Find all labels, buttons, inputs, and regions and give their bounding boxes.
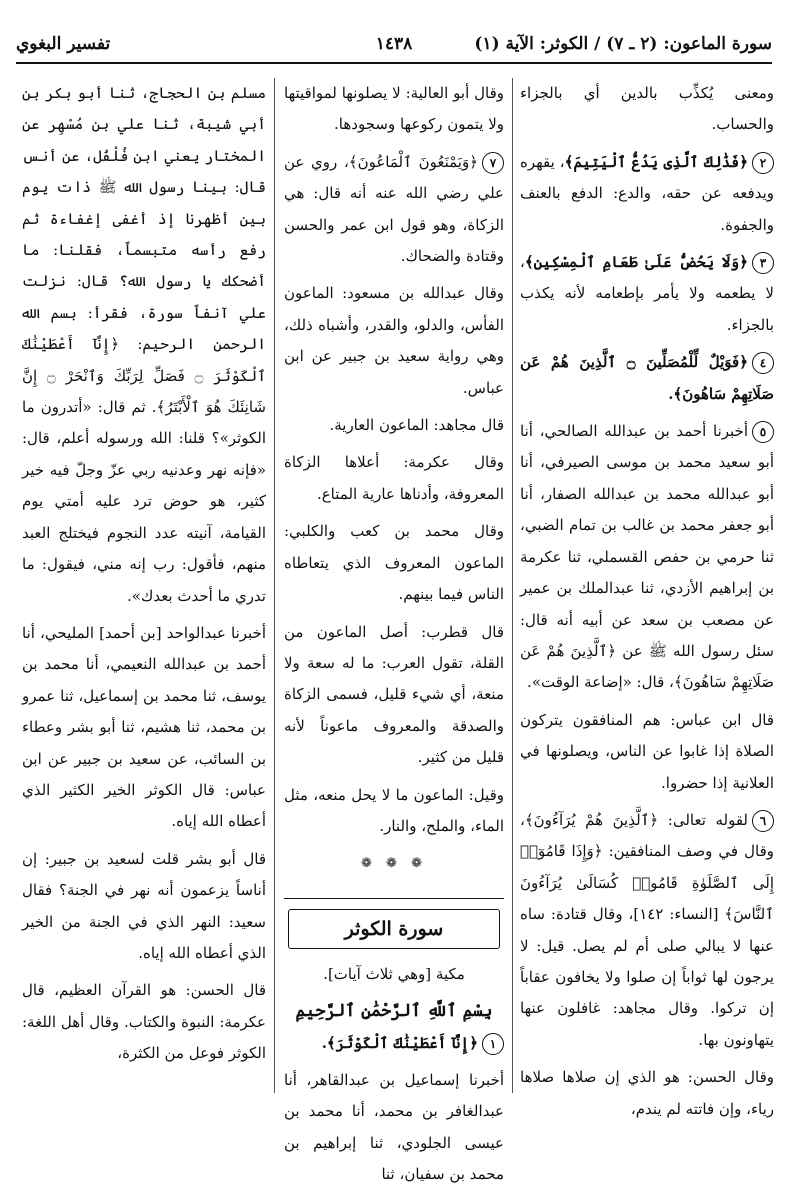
verse-number-badge: ٦ — [752, 810, 774, 832]
verse-number-badge: ٢ — [752, 152, 774, 174]
paragraph: قال قطرب: أصل الماعون من القلة، تقول العرب: ما له سعة ولا منعة، أي شيء قليل، فسمى الزكاة والصدقة والمعروف ماعوناً لأنه قليل من كثير. — [284, 622, 504, 767]
verse-number-badge: ١ — [482, 1033, 504, 1055]
verse-paragraph — [520, 805, 774, 1056]
verse-paragraph — [284, 147, 504, 273]
basmala: بِسْمِ ٱللَّهِ ٱلرَّحْمَٰنِ ٱلرَّحِيمِ — [295, 1001, 493, 1022]
book-title: تفسير البغوي — [16, 34, 111, 54]
section-ornament: ❁ ❁ ❁ — [361, 856, 427, 872]
paragraph: قال ابن عباس: هم المنافقون يتركون الصلاة إذا غابوا عن الناس، ويصلونها في العلانية إذا حضروا. — [520, 710, 774, 792]
header-rule — [16, 62, 772, 64]
column-divider — [274, 78, 275, 1093]
paragraph: وقال عكرمة: أعلاها الزكاة المعروفة، وأدناها عارية المتاع. — [284, 453, 504, 503]
commentary-text: لقوله تعالى: ﴿ٱلَّذِينَ هُمْ يُرَآءُونَ﴾، وقال في وصف المنافقين: ﴿وَإِذَا قَامُوٓا۟ إِلَى ٱلصَّلَوٰةِ قَامُوا۟ كُسَالَىٰ يُرَآءُونَ ٱلنَّاسَ﴾ [النساء: ١٤٢]، وقال قتادة: ساه عنها لا يبالي صلى أم لم يصل. قيل: لا يرجون لها ثواباً إن صلوا ولا يخافون عقاباً إن تركوا. وقال مجاهد: غافلون عنها يتهاونون بها. — [520, 810, 774, 1049]
commentary-text: ، يقهره ويدفعه عن حقه، والدع: الدفع بالعنف والجفوة. — [520, 152, 774, 234]
paragraph: مسلم بن الحجاج، ثنا أبو بكر بن أبي شيبة، ثنا علي بن مُسْهِر عن المختار يعني ابن فُلْفُل، عن أنس قال: بينا رسول الله ﷺ ذات يوم بين أظهرنا إذ أغفى إغفاءة ثم رفع رأسه متبسماً، فقلنا: ما أضحكك يا رسول الله؟ قال: نزلت علي آنفاً سورة، فقرأ: بسم الله الرحمن الرحيم: ﴿إِنَّآ أَعْطَيْنَٰكَ ٱلْكَوْثَرَ ۝ فَصَلِّ لِرَبِّكَ وَٱنْحَرْ ۝ إِنَّ شَانِئَكَ هُوَ ٱلْأَبْتَرُ﴾. ثم قال: «أتدرون ما الكوثر»؟ قلنا: الله ورسوله أعلم، قال: «فإنه نهر وعدنيه ربي عزّ وجلّ فيه خير كثير، هو حوض ترد عليه أمتي يوم القيامة، آنيته عدد النجوم فيختلج العبد منهم، فأقول: رب إنه مني، فيقول: ما تدري ما أحدث بعدك». — [22, 84, 266, 605]
verse-paragraph — [520, 147, 774, 241]
paragraph: وقال عبدالله بن مسعود: الماعون الفأس، والدلو، والقدر، وأشباه ذلك، وهي رواية سعيد بن جبير عن ابن عباس. — [284, 284, 504, 397]
quran-text: ﴿فَوَيْلٌ لِّلْمُصَلِّينَ ۝ ٱلَّذِينَ هُمْ عَن صَلَاتِهِمْ سَاهُونَ﴾. — [520, 353, 774, 403]
column-divider — [512, 78, 513, 1093]
commentary-text: ، لا يطعمه ولا يأمر بإطعامه لأنه يكذب بالجزاء. — [520, 253, 774, 334]
paragraph: وقيل: الماعون ما لا يحل منعه، مثل الماء، والملح، والنار. — [284, 785, 504, 835]
verse-number-badge: ٣ — [752, 252, 774, 274]
verse-number-badge: ٤ — [752, 352, 774, 374]
commentary-text: أخبرنا أحمد بن عبدالله الصالحي، أنا أبو سعيد محمد بن موسى الصيرفي، أنا أبو عبدالله محمد بن عبدالله الصفار، أنا أبو جعفر محمد بن غالب بن تمام الضبي، ثنا حرمي بن حفص القسملي، ثنا عكرمة بن إبراهيم الأزدي، ثنا عبدالملك بن عمير عن مصعب بن سعد عن أبيه أنه قال: سئل رسول الله ﷺ عن ﴿ٱلَّذِينَ هُمْ عَن صَلَاتِهِمْ سَاهُونَ﴾، قال: «إضاعة الوقت». — [520, 422, 774, 692]
surah-note: مكية [وهي ثلاث آيات]. — [323, 964, 465, 983]
column-left — [22, 78, 266, 1093]
quran-text: ﴿إِنَّآ أَعْطَيْنَٰكَ ٱلْكَوْثَرَ﴾. — [321, 1033, 478, 1052]
verse-paragraph — [520, 247, 774, 341]
verse-paragraph — [284, 1028, 504, 1059]
verse-number-badge: ٧ — [482, 152, 504, 174]
page-header — [16, 28, 772, 66]
quran-text: ﴿وَلَا يَحُضُّ عَلَىٰ طَعَامِ ٱلْمِسْكِينِ﴾ — [524, 253, 748, 272]
paragraph: أخبرنا عبدالواحد [بن أحمد] المليحي، أنا أحمد بن عبدالله النعيمي، أنا محمد بن يوسف، ثنا محمد بن إسماعيل، ثنا عمرو بن محمد، ثنا هشيم، ثنا أبو بشر وعطاء بن السائب، عن سعيد بن جبير عن ابن عباس: قال الكوثر الخير الكثير الذي أعطاه الله إياه. — [22, 623, 266, 831]
verse-number-badge: ٥ — [752, 421, 774, 443]
commentary-text: ﴿وَيَمْنَعُونَ ٱلْمَاعُونَ﴾، روي عن علي رضي الله عنه أنه قال: هي الزكاة، وهو قول ابن عمر والحسن وقتادة والضحاك. — [284, 152, 504, 266]
paragraph: وقال محمد بن كعب والكلبي: الماعون المعروف الذي يتعاطاه الناس فيما بينهم. — [284, 522, 504, 604]
paragraph: وقال أبو العالية: لا يصلونها لمواقيتها ولا يتمون ركوعها وسجودها. — [284, 84, 504, 134]
section-divider — [284, 898, 504, 899]
verse-paragraph — [520, 347, 774, 410]
paragraph: قال مجاهد: الماعون العارية. — [329, 416, 504, 435]
page-number: ١٤٣٨ — [375, 34, 413, 54]
column-middle — [284, 78, 504, 1184]
paragraph: قال أبو بشر قلت لسعيد بن جبير: إن أناساً يزعمون أنه نهر في الجنة؟ فقال سعيد: النهر الذي في الجنة من الخير الذي أعطاه الله إياه. — [22, 849, 266, 962]
quran-text: ﴿فَذَٰلِكَ ٱلَّذِى يَدُعُّ ٱلْيَتِيمَ﴾ — [564, 152, 748, 171]
surah-title: سورة الكوثر — [288, 909, 500, 949]
paragraph: ومعنى يُكذِّب بالدين أي بالجزاء والحساب. — [520, 84, 774, 134]
paragraph: وقال الحسن: هو الذي إن صلاها صلاها رياء، وإن فاتته لم يندم، — [520, 1068, 774, 1118]
paragraph: أخبرنا إسماعيل بن عبدالقاهر، أنا عبدالغافر بن محمد، أنا محمد بن عيسى الجلودي، ثنا إبراهيم بن محمد بن سفيان، ثنا — [284, 1070, 504, 1184]
column-right — [520, 78, 774, 1118]
verse-paragraph — [520, 416, 774, 699]
paragraph: قال الحسن: هو القرآن العظيم، قال عكرمة: النبوة والكتاب. وقال أهل اللغة: الكوثر فوعل من الكثرة، — [22, 981, 266, 1063]
surah-reference: سورة الماعون: (٢ ـ ٧) / الكوثر: الآية (١) — [474, 34, 772, 54]
